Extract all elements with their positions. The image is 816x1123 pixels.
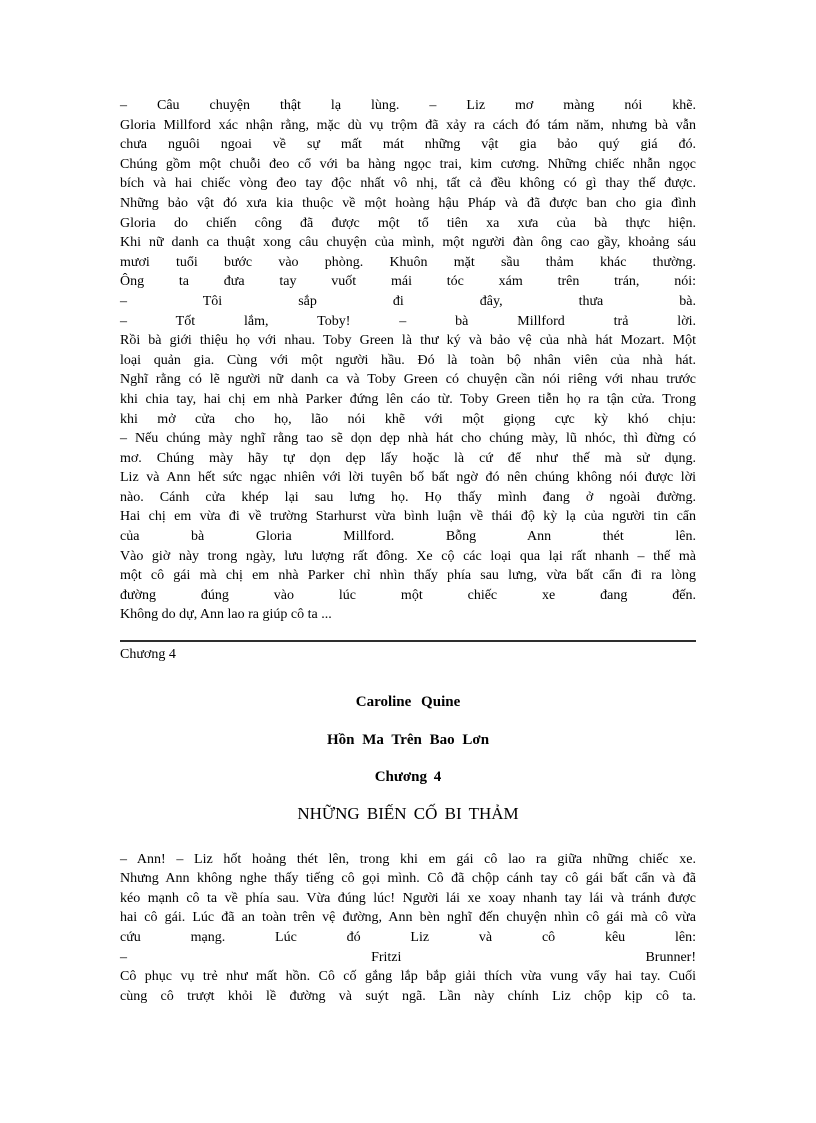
- text-line: – Tốt lắm, Toby! – bà Millford trả lời.: [120, 313, 696, 329]
- text-line: hai cô gái. Lúc đã an toàn trên vệ đường, Ann bèn nghĩ đến chuyện nhìn cô gái mà cô vừa: [120, 910, 696, 926]
- text-line: mươi tuổi bước vào phòng. Khuôn mặt sầu thảm khác thường.: [120, 254, 696, 270]
- text-line: loại quản gia. Cùng với một người hầu. Đó là toàn bộ nhân viên của nhà hát.: [120, 352, 696, 368]
- text-line: cứu mạng. Lúc đó Liz và cô kêu lên:: [120, 930, 696, 945]
- text-line: cùng cô trượt khỏi lề đường và suýt ngã. Lần này chính Liz chộp kịp cô ta.: [120, 988, 696, 1004]
- text-line: Gloria Millford xác nhận rằng, mặc dù vụ trộm đã xảy ra cách đó tám năm, nhưng bà vẫn: [120, 117, 696, 133]
- text-line: Vào giờ này trong ngày, lưu lượng rất đông. Xe cộ các loại qua lại rất nhanh – thế mà: [120, 548, 696, 564]
- text-line: bích và hai chiếc vòng đeo tay độc nhất vô nhị, tất cả đều không có gì thay thế được.: [120, 176, 696, 192]
- text-line: Những bảo vật đó xưa kia thuộc về một hoàng hậu Pháp và đã được ban cho gia đình: [120, 195, 696, 211]
- text-line: Chúng gồm một chuỗi đeo cổ với ba hàng ngọc trai, kim cương. Những chiếc nhẫn ngọc: [120, 156, 696, 172]
- text-line: Nghĩ rằng có lẽ người nữ danh ca và Toby Green có chuyện cần nói riêng với nhau trước: [120, 372, 696, 388]
- text-line: Ông ta đưa tay vuốt mái tóc xám trên trán, nói:: [120, 274, 696, 290]
- text-line: chưa nguôi ngoai về sự mất mát những vật gia bảo quý giá đó.: [120, 137, 696, 153]
- text-line: Nhưng Ann không nghe thấy tiếng cô gọi mình. Cô đã chộp cánh tay cô gái bất cẩn và đã: [120, 871, 696, 887]
- paragraph-chapter-start: [120, 850, 696, 1007]
- text-line: nào. Cánh cửa khép lại sau lưng họ. Họ thấy mình đang ở ngoài đường.: [120, 489, 696, 505]
- text-line: Khi nữ danh ca thuật xong câu chuyện của mình, một người đàn ông cao gầy, khoảng sáu: [120, 235, 696, 251]
- text-line: Rồi bà giới thiệu họ với nhau. Toby Green là thư ký và bảo vệ của nhà hát Mozart. Một: [120, 333, 696, 349]
- text-line: khi mở cửa cho họ, lão nói khẽ với một giọng cực kỳ khó chịu:: [120, 411, 696, 427]
- chapter-break-label: Chương 4: [120, 647, 176, 663]
- text-line: – Câu chuyện thật lạ lùng. – Liz mơ màng nói khẽ.: [120, 98, 696, 113]
- text-line: Hai chị em vừa đi về trường Starhurst vừa bình luận về thái độ kỳ lạ của người tin cẩn: [120, 509, 696, 525]
- text-line: Gloria do chiến công đã được một tổ tiên xa xưa của bà thực hiện.: [120, 215, 696, 231]
- text-line: mơ. Chúng mày hãy tự dọn dẹp lấy hoặc là cứ để như thế mà sử dụng.: [120, 450, 696, 466]
- chapter-heading: Chương 4: [374, 768, 442, 785]
- text-line: – Tôi sắp đi đây, thưa bà.: [120, 293, 696, 309]
- paragraph-previous-chapter: [120, 96, 696, 625]
- page-divider-rule: [120, 640, 696, 642]
- text-line: kéo mạnh cô ta về phía sau. Vừa đúng lúc! Người lái xe xoay nhanh tay lái và tránh được: [120, 890, 696, 906]
- text-line: – Ann! – Liz hốt hoảng thét lên, trong khi em gái cô lao ra giữa những chiếc xe.: [120, 851, 696, 867]
- chapter-title: NHỮNG BIẾN CỐ BI THẢM: [297, 803, 519, 823]
- text-line: Cô phục vụ trẻ như mất hồn. Cô cố gắng lắp bắp giải thích vừa vung vẩy hai tay. Cuối: [120, 969, 696, 985]
- text-line: một cô gái mà chị em nhà Parker chỉ nhìn thấy phía sau lưng, vừa bất cẩn đi ra lòng: [120, 568, 696, 584]
- text-line: của bà Gloria Millford. Bỗng Ann thét lên.: [120, 529, 696, 545]
- text-line: khi chia tay, hai chị em nhà Parker đứng lên cáo từ. Toby Green tiễn họ ra tận cửa. Trong: [120, 391, 696, 407]
- text-line: – Nếu chúng mày nghĩ rằng tao sẽ dọn dẹp nhà hát cho chúng mày, lũ nhóc, thì đừng có: [120, 431, 696, 447]
- text-line: đường đúng vào lúc một chiếc xe đang đến.: [120, 587, 696, 603]
- book-title: Hồn Ma Trên Bao Lơn: [326, 731, 490, 748]
- text-line: – Fritzi Brunner!: [120, 949, 696, 965]
- text-line: Liz và Ann hết sức ngạc nhiên với lời tuyên bố bất ngờ đó nên chúng không nói được lời: [120, 470, 696, 486]
- text-line: Không do dự, Ann lao ra giúp cô ta ...: [120, 607, 332, 623]
- author-name: Caroline Quine: [355, 693, 461, 710]
